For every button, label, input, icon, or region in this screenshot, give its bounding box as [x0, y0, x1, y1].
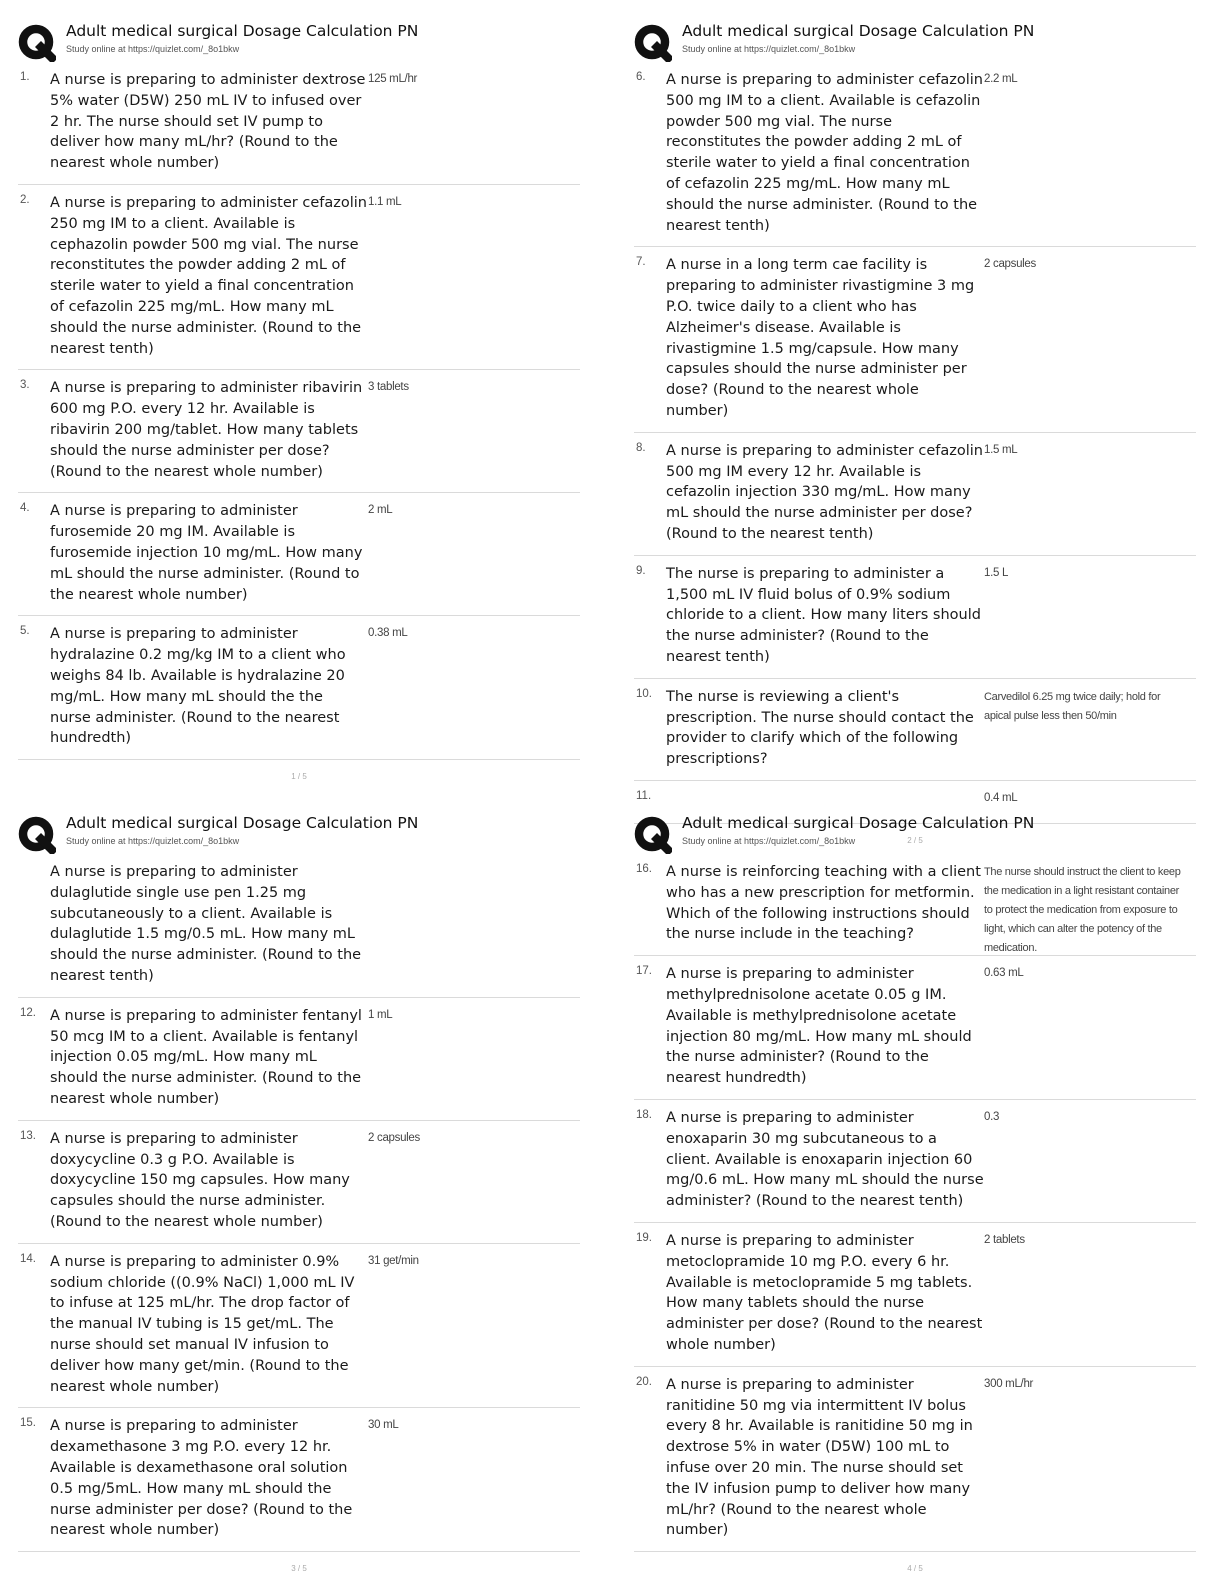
card-question: A nurse is preparing to administer cefazolin 500 mg IM every 12 hr. Available is cefazolin injection 330 mg/mL. How many mL should the nurse administer per dose? (Round to the nearest tenth) [666, 442, 983, 542]
card-answer: 2 capsules [984, 258, 1036, 271]
card-answer: 300 mL/hr [984, 1377, 1034, 1390]
card-number: 18. [636, 1108, 652, 1121]
card-number: 8. [636, 441, 646, 454]
card-number: 1. [20, 71, 30, 83]
page-3 [18, 808, 580, 1573]
flashcard-row [18, 1121, 580, 1244]
quizlet-logo-icon [18, 24, 56, 62]
card-number: 12. [20, 1006, 36, 1019]
card-number: 2. [20, 193, 30, 206]
card-answer: 1.5 mL [984, 443, 1018, 456]
page-header [18, 16, 580, 62]
flashcard-row [634, 1223, 1196, 1367]
flashcard-row [634, 433, 1196, 556]
card-question: The nurse is reviewing a client's prescription. The nurse should contact the provider to clarify which of the following prescriptions? [666, 688, 974, 768]
quizlet-logo-icon [18, 816, 56, 854]
card-question: A nurse is reinforcing teaching with a client who has a new prescription for metformin. Which of the following instructions should the nurse include in the teaching? [666, 864, 981, 943]
card-answer: 31 get/min [368, 1254, 419, 1267]
card-answer: 3 tablets [368, 381, 409, 394]
page-title: Adult medical surgical Dosage Calculation PN [682, 22, 1035, 40]
page-1 [18, 16, 580, 781]
flashcard-row [634, 956, 1196, 1100]
card-question: The nurse is preparing to administer a 1,500 mL IV fluid bolus of 0.9% sodium chloride to a client. How many liters should the nurse administer? (Round to the nearest tenth) [666, 565, 981, 665]
card-number: 14. [20, 1252, 36, 1265]
page-header [18, 808, 580, 854]
card-answer: 2 capsules [368, 1131, 420, 1144]
card-answer: 30 mL [368, 1419, 399, 1432]
page-number: 4 / 5 [907, 1564, 923, 1574]
study-online-link[interactable]: Study online at https://quizlet.com/_8o1bkw [682, 44, 856, 54]
card-answer: Carvedilol 6.25 mg twice daily; hold for apical pulse less then 50/min [984, 690, 1161, 722]
card-number: 11. [636, 789, 652, 802]
flashcard-row [18, 62, 580, 185]
card-number: 20. [636, 1375, 652, 1388]
card-answer: 125 mL/hr [368, 73, 418, 85]
study-online-link[interactable]: Study online at https://quizlet.com/_8o1bkw [66, 44, 240, 54]
card-number: 7. [636, 256, 646, 269]
card-question: A nurse is preparing to administer dexamethasone 3 mg P.O. every 12 hr. Available is dexamethasone oral solution 0.5 mg/5mL. How many mL should the nurse administer per dose? (Round to the nearest whole number) [50, 1418, 353, 1539]
card-question: A nurse in a long term cae facility is preparing to administer rivastigmine 3 mg P.O. twice daily to a client who has Alzheimer's disease. Available is rivastigmine 1.5 mg/capsule. How many capsules should the nurse administer per dose? (Round to the nearest whole number) [666, 257, 975, 419]
flashcard-row [18, 1408, 580, 1552]
flashcard-row [634, 679, 1196, 781]
card-answer: 1 mL [368, 1008, 393, 1021]
card-number: 3. [20, 379, 30, 392]
card-answer: 1.1 mL [368, 195, 402, 208]
card-question: A nurse is preparing to administer cefazolin 500 mg IM to a client. Available is cefazolin powder 500 mg vial. The nurse reconstitutes the powder adding 2 mL of sterile water to yield a final concentration of cefazolin 225 mg/mL. How many mL should the nurse administer. (Round to the nearest tenth) [666, 72, 983, 234]
page-title: Adult medical surgical Dosage Calculation PN [66, 22, 419, 40]
card-answer: 2.2 mL [984, 73, 1018, 85]
card-question: A nurse is preparing to administer hydralazine 0.2 mg/kg IM to a client who weighs 84 lb. Available is hydralazine 20 mg/mL. How many mL should the the nurse administer. (Round to the nearest hundredth) [50, 626, 346, 747]
card-number: 15. [20, 1417, 36, 1430]
card-answer: 2 tablets [984, 1233, 1025, 1246]
flashcard-row [18, 1244, 580, 1409]
card-number: 10. [636, 687, 652, 700]
flashcard-row [18, 493, 580, 616]
flashcard-row [634, 556, 1196, 679]
page-number: 2 / 5 [907, 835, 923, 845]
card-question: A nurse is preparing to administer ribavirin 600 mg P.O. every 12 hr. Available is ribavirin 200 mg/tablet. How many tablets should the nurse administer per dose? (Round to the nearest whole number) [50, 380, 363, 480]
card-number: 19. [636, 1231, 652, 1244]
card-answer: 1.5 L [984, 566, 1009, 579]
card-answer: 0.3 [984, 1110, 1000, 1123]
flashcard-row [18, 185, 580, 370]
card-answer: 2 mL [368, 504, 393, 517]
card-question: A nurse is preparing to administer furosemide 20 mg IM. Available is furosemide injection 10 mg/mL. How many mL should the nurse administer. (Round to the nearest whole number) [50, 503, 363, 603]
card-question: A nurse is preparing to administer metoclopramide 10 mg P.O. every 6 hr. Available is metoclopramide 5 mg tablets. How many tablets should the nurse administer per dose? (Round to the nearest whole number) [666, 1232, 983, 1353]
flashcard-row [634, 62, 1196, 247]
card-question: A nurse is preparing to administer methylprednisolone acetate 0.05 g IM. Available is methylprednisolone acetate injection 80 mg/mL. How many mL should the nurse administer? (Round to the nearest hundredth) [666, 966, 972, 1087]
flashcard-row [18, 616, 580, 760]
card-number: 16. [636, 863, 652, 875]
page-header [634, 808, 1196, 854]
page-number: 3 / 5 [291, 1564, 307, 1574]
flashcard-row [634, 247, 1196, 432]
page-2 [634, 16, 1196, 845]
card-question: A nurse is preparing to administer 0.9% sodium chloride ((0.9% NaCl) 1,000 mL IV to infuse at 125 mL/hr. The drop factor of the manual IV tubing is 15 get/mL. The nurse should set manual IV infusion to deliver how many get/min. (Round to the nearest whole number) [50, 1253, 355, 1395]
flashcard-row [18, 370, 580, 493]
card-question: A nurse is preparing to administer doxycycline 0.3 g P.O. Available is doxycycline 150 mg capsules. How many capsules should the nurse administer. (Round to the nearest whole number) [50, 1130, 350, 1230]
card-question: A nurse is preparing to administer cefazolin 250 mg IM to a client. Available is cephazolin powder 500 mg vial. The nurse reconstitutes the powder adding 2 mL of sterile water to yield a final concentration of cefazolin 225 mg/mL. How many mL should the nurse administer. (Round to the nearest tenth) [50, 194, 367, 357]
card-number: 5. [20, 625, 30, 638]
page-header [634, 16, 1196, 62]
flashcard-row [634, 1100, 1196, 1223]
study-online-link[interactable]: Study online at https://quizlet.com/_8o1bkw [682, 836, 856, 846]
page-4 [634, 808, 1196, 1573]
card-number: 13. [20, 1129, 36, 1142]
flashcard-row [18, 998, 580, 1121]
card-answer: 0.4 mL [984, 791, 1018, 804]
card-answer: The nurse should instruct the client to keep the medication in a light resistant container to protect the medication from exposure to light, which can alter the potency of the medication. [984, 866, 1181, 954]
card-number: 9. [636, 564, 646, 577]
card-answer: 0.38 mL [368, 627, 408, 640]
flashcard-row [634, 854, 1196, 956]
flashcard-row [634, 1367, 1196, 1552]
card-answer: 0.63 mL [984, 967, 1024, 980]
card-number: 17. [636, 965, 652, 978]
page-number: 1 / 5 [291, 772, 307, 782]
card-number: 4. [20, 502, 30, 515]
card-number: 6. [636, 71, 646, 83]
page-title: Adult medical surgical Dosage Calculation PN [682, 814, 1035, 832]
quizlet-logo-icon [634, 816, 672, 854]
card-question: A nurse is preparing to administer dextrose 5% water (D5W) 250 mL IV to infused over 2 hr. The nurse should set IV pump to deliver how many mL/hr? (Round to the nearest whole number) [50, 72, 366, 172]
flashcard-row [18, 854, 580, 998]
card-question: A nurse is preparing to administer ranitidine 50 mg via intermittent IV bolus every 8 hr. Available is ranitidine 50 mg in dextrose 5% in water (D5W) 100 mL to infuse over 20 min. The nurse should set the IV infusion pump to deliver how many mL/hr? (Round to the nearest whole number) [666, 1376, 973, 1539]
quizlet-logo-icon [634, 24, 672, 62]
card-question: A nurse is preparing to administer dulaglutide single use pen 1.25 mg subcutaneously to a client. Available is dulaglutide 1.5 mg/0.5 mL. How many mL should the nurse administer. (Round to the nearest tenth) [50, 864, 362, 984]
page-title: Adult medical surgical Dosage Calculation PN [66, 814, 419, 832]
study-online-link[interactable]: Study online at https://quizlet.com/_8o1bkw [66, 836, 240, 846]
card-question: A nurse is preparing to administer fentanyl 50 mcg IM to a client. Available is fentanyl injection 0.05 mg/mL. How many mL should the nurse administer. (Round to the nearest whole number) [50, 1007, 362, 1107]
card-question: A nurse is preparing to administer enoxaparin 30 mg subcutaneous to a client. Available is enoxaparin injection 60 mg/0.6 mL. How many mL should the nurse administer? (Round to the nearest tenth) [666, 1109, 984, 1210]
